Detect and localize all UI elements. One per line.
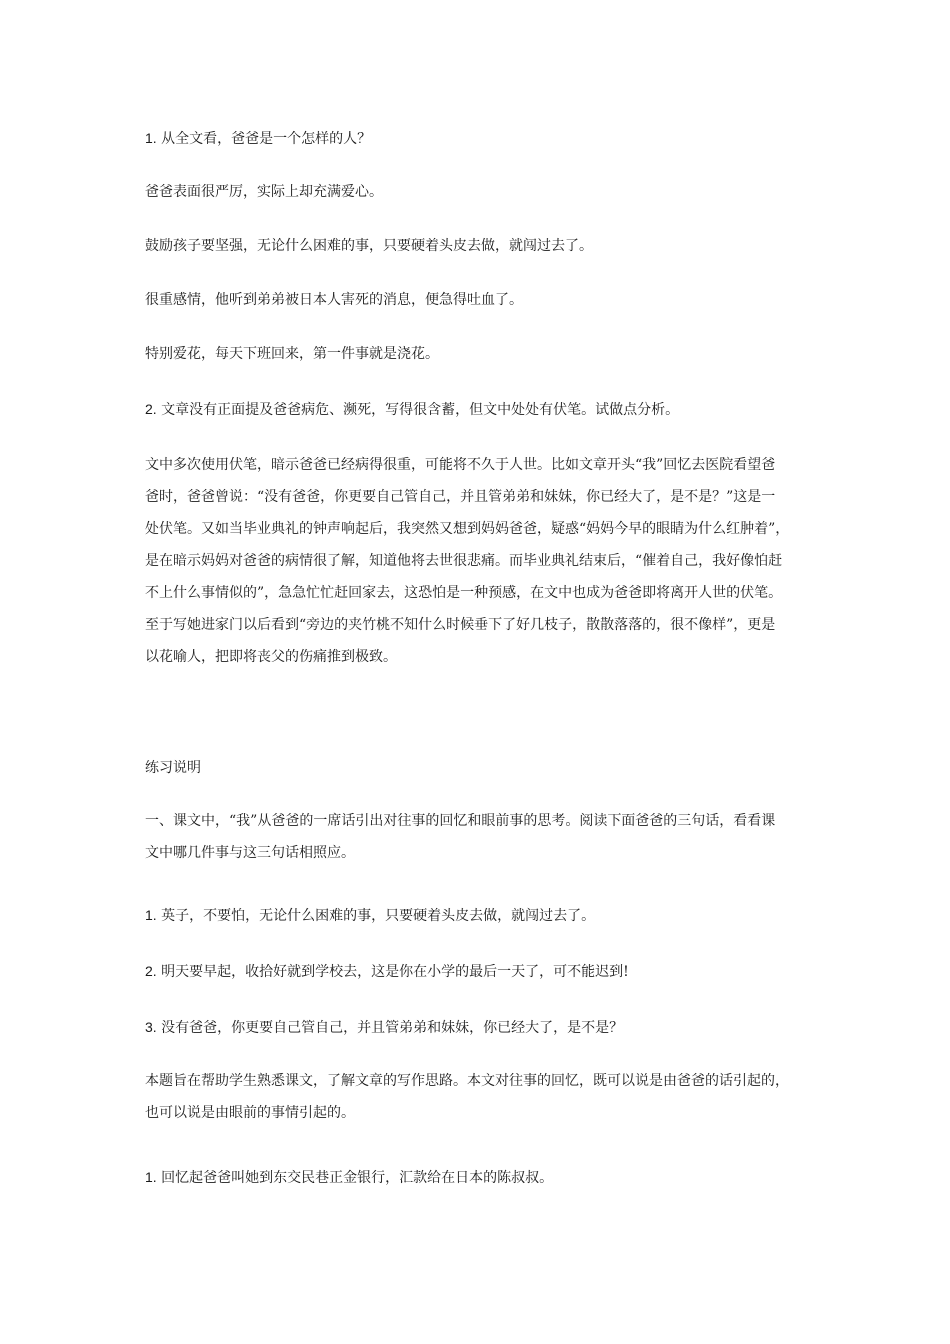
final-item-text: 回忆起爸爸叫她到东交民巷正金银行，汇款给在日本的陈叔叔。: [161, 1170, 554, 1186]
answer-2-line: 不上什么事情似的”，急急忙忙赶回家去，这恐怕是一种预感，在文中也成为爸爸即将离开人世的伏笔。: [145, 585, 783, 601]
explanation-line: 本题旨在帮助学生熟悉课文，了解文章的写作思路。本文对往事的回忆，既可以说是由爸爸的话引起的，: [145, 1073, 789, 1089]
question-2-text: 文章没有正面提及爸爸病危、濒死，写得很含蓄，但文中处处有伏笔。试做点分析。: [161, 402, 680, 418]
final-item: [145, 1168, 810, 1187]
answer-2-paragraph: [145, 456, 810, 680]
answer-1-line: 很重感情，他听到弟弟被日本人害死的消息，便急得吐血了。: [145, 292, 523, 308]
answer-2-line: 以花喻人，把即将丧父的伤痛推到极致。: [145, 649, 397, 665]
quote-number: 1.: [145, 907, 157, 923]
answer-2-line: 处伏笔。又如当毕业典礼的钟声响起后，我突然又想到妈妈爸爸，疑惑“妈妈今早的眼睛为什么红肿着”，: [145, 521, 790, 537]
answer-2-line: 文中多次使用伏笔，暗示爸爸已经病得很重，可能将不久于人世。比如文章开头“我”回忆去医院看望爸: [145, 457, 776, 473]
quote-item: [145, 962, 810, 981]
question-1-text: 从全文看，爸爸是一个怎样的人？: [161, 131, 372, 147]
exercise-intro-line: 一、课文中，“我”从爸爸的一席话引出对往事的回忆和眼前事的思考。阅读下面爸爸的三句话，看看课: [145, 813, 776, 829]
answer-2-line: 至于写她进家门以后看到“旁边的夹竹桃不知什么时候垂下了好几枝子，散散落落的，很不像样”，更是: [145, 617, 776, 633]
quote-text: 英子，不要怕，无论什么困难的事，只要硬着头皮去做，就闯过去了。: [161, 908, 596, 924]
quote-item: [145, 1018, 810, 1037]
exercise-intro-line: 文中哪几件事与这三句话相照应。: [145, 845, 355, 861]
answer-2-line: 是在暗示妈妈对爸爸的病情很了解，知道他将去世很悲痛。而毕业典礼结束后，“催着自己，我好像怕赶: [145, 553, 783, 569]
exercise-heading: 练习说明: [145, 760, 201, 776]
answer-1-line: 鼓励孩子要坚强，无论什么困难的事，只要硬着头皮去做，就闯过去了。: [145, 238, 593, 254]
question-1: [145, 129, 810, 148]
quote-item: [145, 906, 810, 925]
quote-text: 明天要早起，收拾好就到学校去，这是你在小学的最后一天了，可不能迟到!: [161, 964, 629, 980]
question-2: [145, 400, 810, 419]
exercise-intro: [145, 812, 810, 876]
explanation-line: 也可以说是由眼前的事情引起的。: [145, 1105, 355, 1121]
answer-1-line: 爸爸表面很严厉，实际上却充满爱心。: [145, 184, 383, 200]
answer-2-line: 爸时，爸爸曾说：“没有爸爸，你更要自己管自己，并且管弟弟和妹妹，你已经大了，是不是？”这是一: [145, 489, 776, 505]
answer-1-line: 特别爱花，每天下班回来，第一件事就是浇花。: [145, 346, 439, 362]
explanation-paragraph: [145, 1072, 810, 1136]
question-1-number: 1.: [145, 130, 157, 146]
quote-number: 2.: [145, 963, 157, 979]
quote-text: 没有爸爸，你更要自己管自己，并且管弟弟和妹妹，你已经大了，是不是？: [161, 1020, 624, 1036]
question-2-number: 2.: [145, 401, 157, 417]
final-item-number: 1.: [145, 1169, 157, 1185]
quote-number: 3.: [145, 1019, 157, 1035]
